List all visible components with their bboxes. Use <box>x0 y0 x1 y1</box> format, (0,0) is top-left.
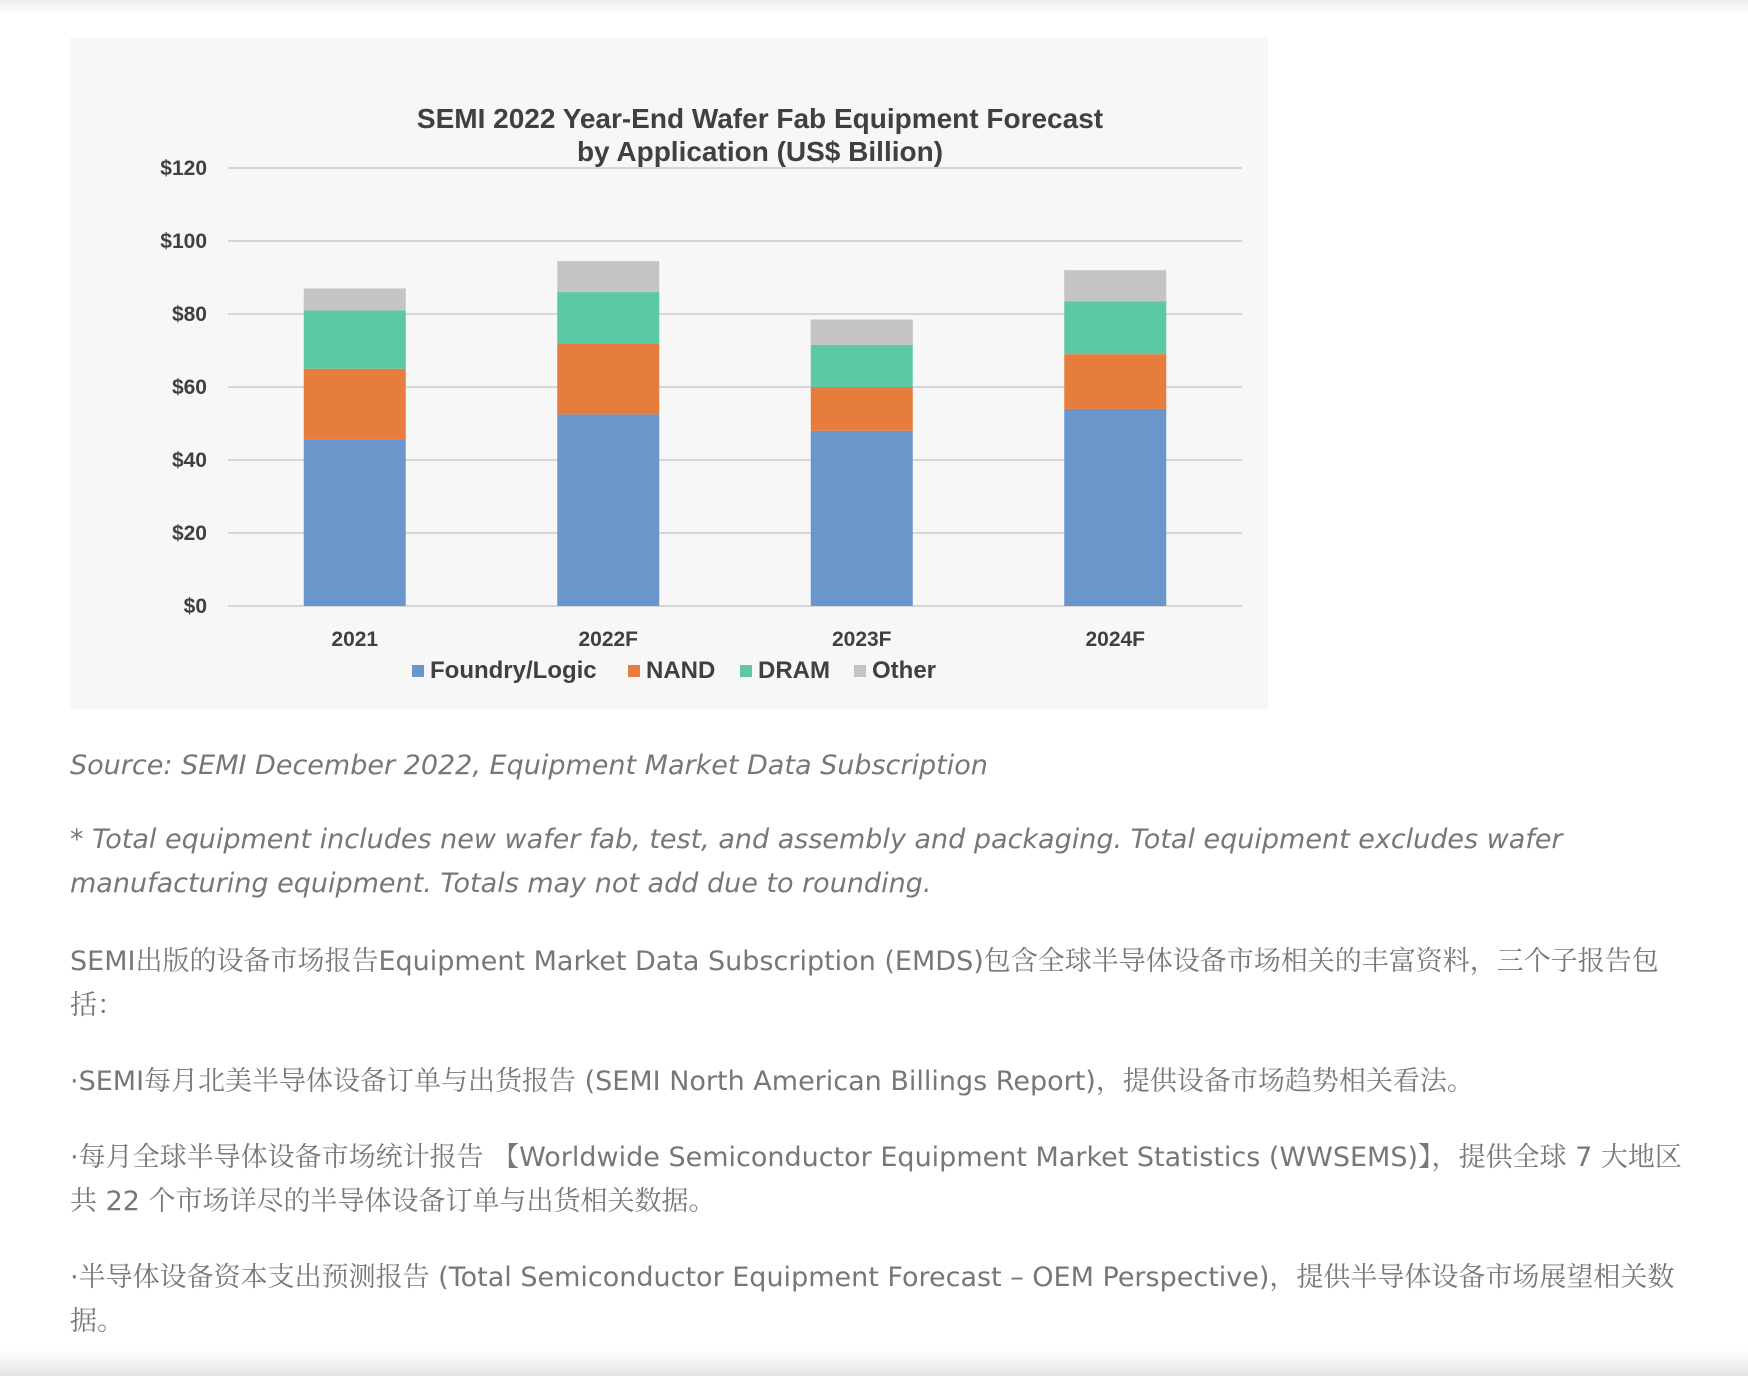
y-tick-label: $60 <box>171 376 207 399</box>
bar-segment-dram-2022f <box>557 292 659 343</box>
bar-segment-foundry-logic-2023f <box>811 431 913 606</box>
top-shadow <box>0 0 1748 14</box>
report-item-2: ·每月全球半导体设备市场统计报告 【Worldwide Semiconductor Equipment Market Statistics (WWSEMS)】，提供全球 7 大地区共 22 个市场详尽的半导体设备订单与出货相关数据。 <box>70 1142 1682 1217</box>
bar-segment-nand-2023f <box>811 387 913 431</box>
bar-segment-nand-2024f <box>1064 354 1166 409</box>
legend-label: NAND <box>646 657 716 684</box>
legend-label: Other <box>872 657 937 684</box>
y-tick-label: $100 <box>160 230 207 253</box>
bar-segment-nand-2021 <box>304 369 406 440</box>
chart-title <box>417 103 1103 167</box>
bar-segment-other-2024f <box>1064 270 1166 301</box>
y-tick-label: $20 <box>171 522 207 545</box>
x-tick-label: 2022F <box>578 628 639 651</box>
report-item-3: ·半导体设备资本支出预测报告 (Total Semiconductor Equipment Forecast – OEM Perspective)，提供半导体设备市场展望相关数据。 <box>70 1262 1675 1337</box>
bar-segment-nand-2022f <box>557 343 659 414</box>
x-axis-ticks <box>331 628 1145 651</box>
y-tick-label: $80 <box>171 303 207 326</box>
chart-card <box>70 38 1268 710</box>
footnote: * Total equipment includes new wafer fab, test, and assembly and packaging. Total equipment excludes wafer manufacturing equipment. Totals may not add due to rounding. <box>70 824 1563 899</box>
legend-swatch <box>854 665 866 677</box>
legend-swatch <box>628 665 640 677</box>
y-tick-label: $40 <box>171 449 207 472</box>
bar-segment-dram-2023f <box>811 345 913 387</box>
legend-label: DRAM <box>758 657 830 684</box>
legend-label: Foundry/Logic <box>430 657 597 684</box>
chart-title-line-2: by Application (US$ Billion) <box>576 136 944 167</box>
bar-segment-other-2021 <box>304 288 406 310</box>
bar-segment-foundry-logic-2021 <box>304 440 406 606</box>
legend-swatch <box>740 665 752 677</box>
bar-segment-dram-2024f <box>1064 301 1166 354</box>
report-item-1: ·SEMI每月北美半导体设备订单与出货报告 (SEMI North American Billings Report)，提供设备市场趋势相关看法。 <box>70 1066 1474 1097</box>
x-tick-label: 2021 <box>331 628 379 651</box>
stacked-bar-chart <box>70 38 1268 710</box>
source-caption: Source: SEMI December 2022, Equipment Market Data Subscription <box>70 750 988 781</box>
bar-segment-other-2022f <box>557 261 659 292</box>
x-tick-label: 2023F <box>831 628 892 651</box>
y-tick-label: $0 <box>183 595 207 618</box>
bar-segment-foundry-logic-2024f <box>1064 409 1166 606</box>
y-axis-ticks <box>160 157 207 618</box>
bar-segment-dram-2021 <box>304 310 406 368</box>
legend <box>412 657 936 684</box>
bar-segment-foundry-logic-2022f <box>557 414 659 606</box>
bottom-shadow <box>0 1350 1748 1376</box>
x-tick-label: 2024F <box>1085 628 1146 651</box>
bars <box>304 261 1167 606</box>
intro-paragraph: SEMI出版的设备市场报告Equipment Market Data Subscription (EMDS)包含全球半导体设备市场相关的丰富资料，三个子报告包括： <box>70 946 1659 1021</box>
legend-swatch <box>412 665 424 677</box>
bar-segment-other-2023f <box>811 319 913 345</box>
y-tick-label: $120 <box>160 157 207 180</box>
chart-title-line-1: SEMI 2022 Year-End Wafer Fab Equipment Forecast <box>416 103 1104 134</box>
